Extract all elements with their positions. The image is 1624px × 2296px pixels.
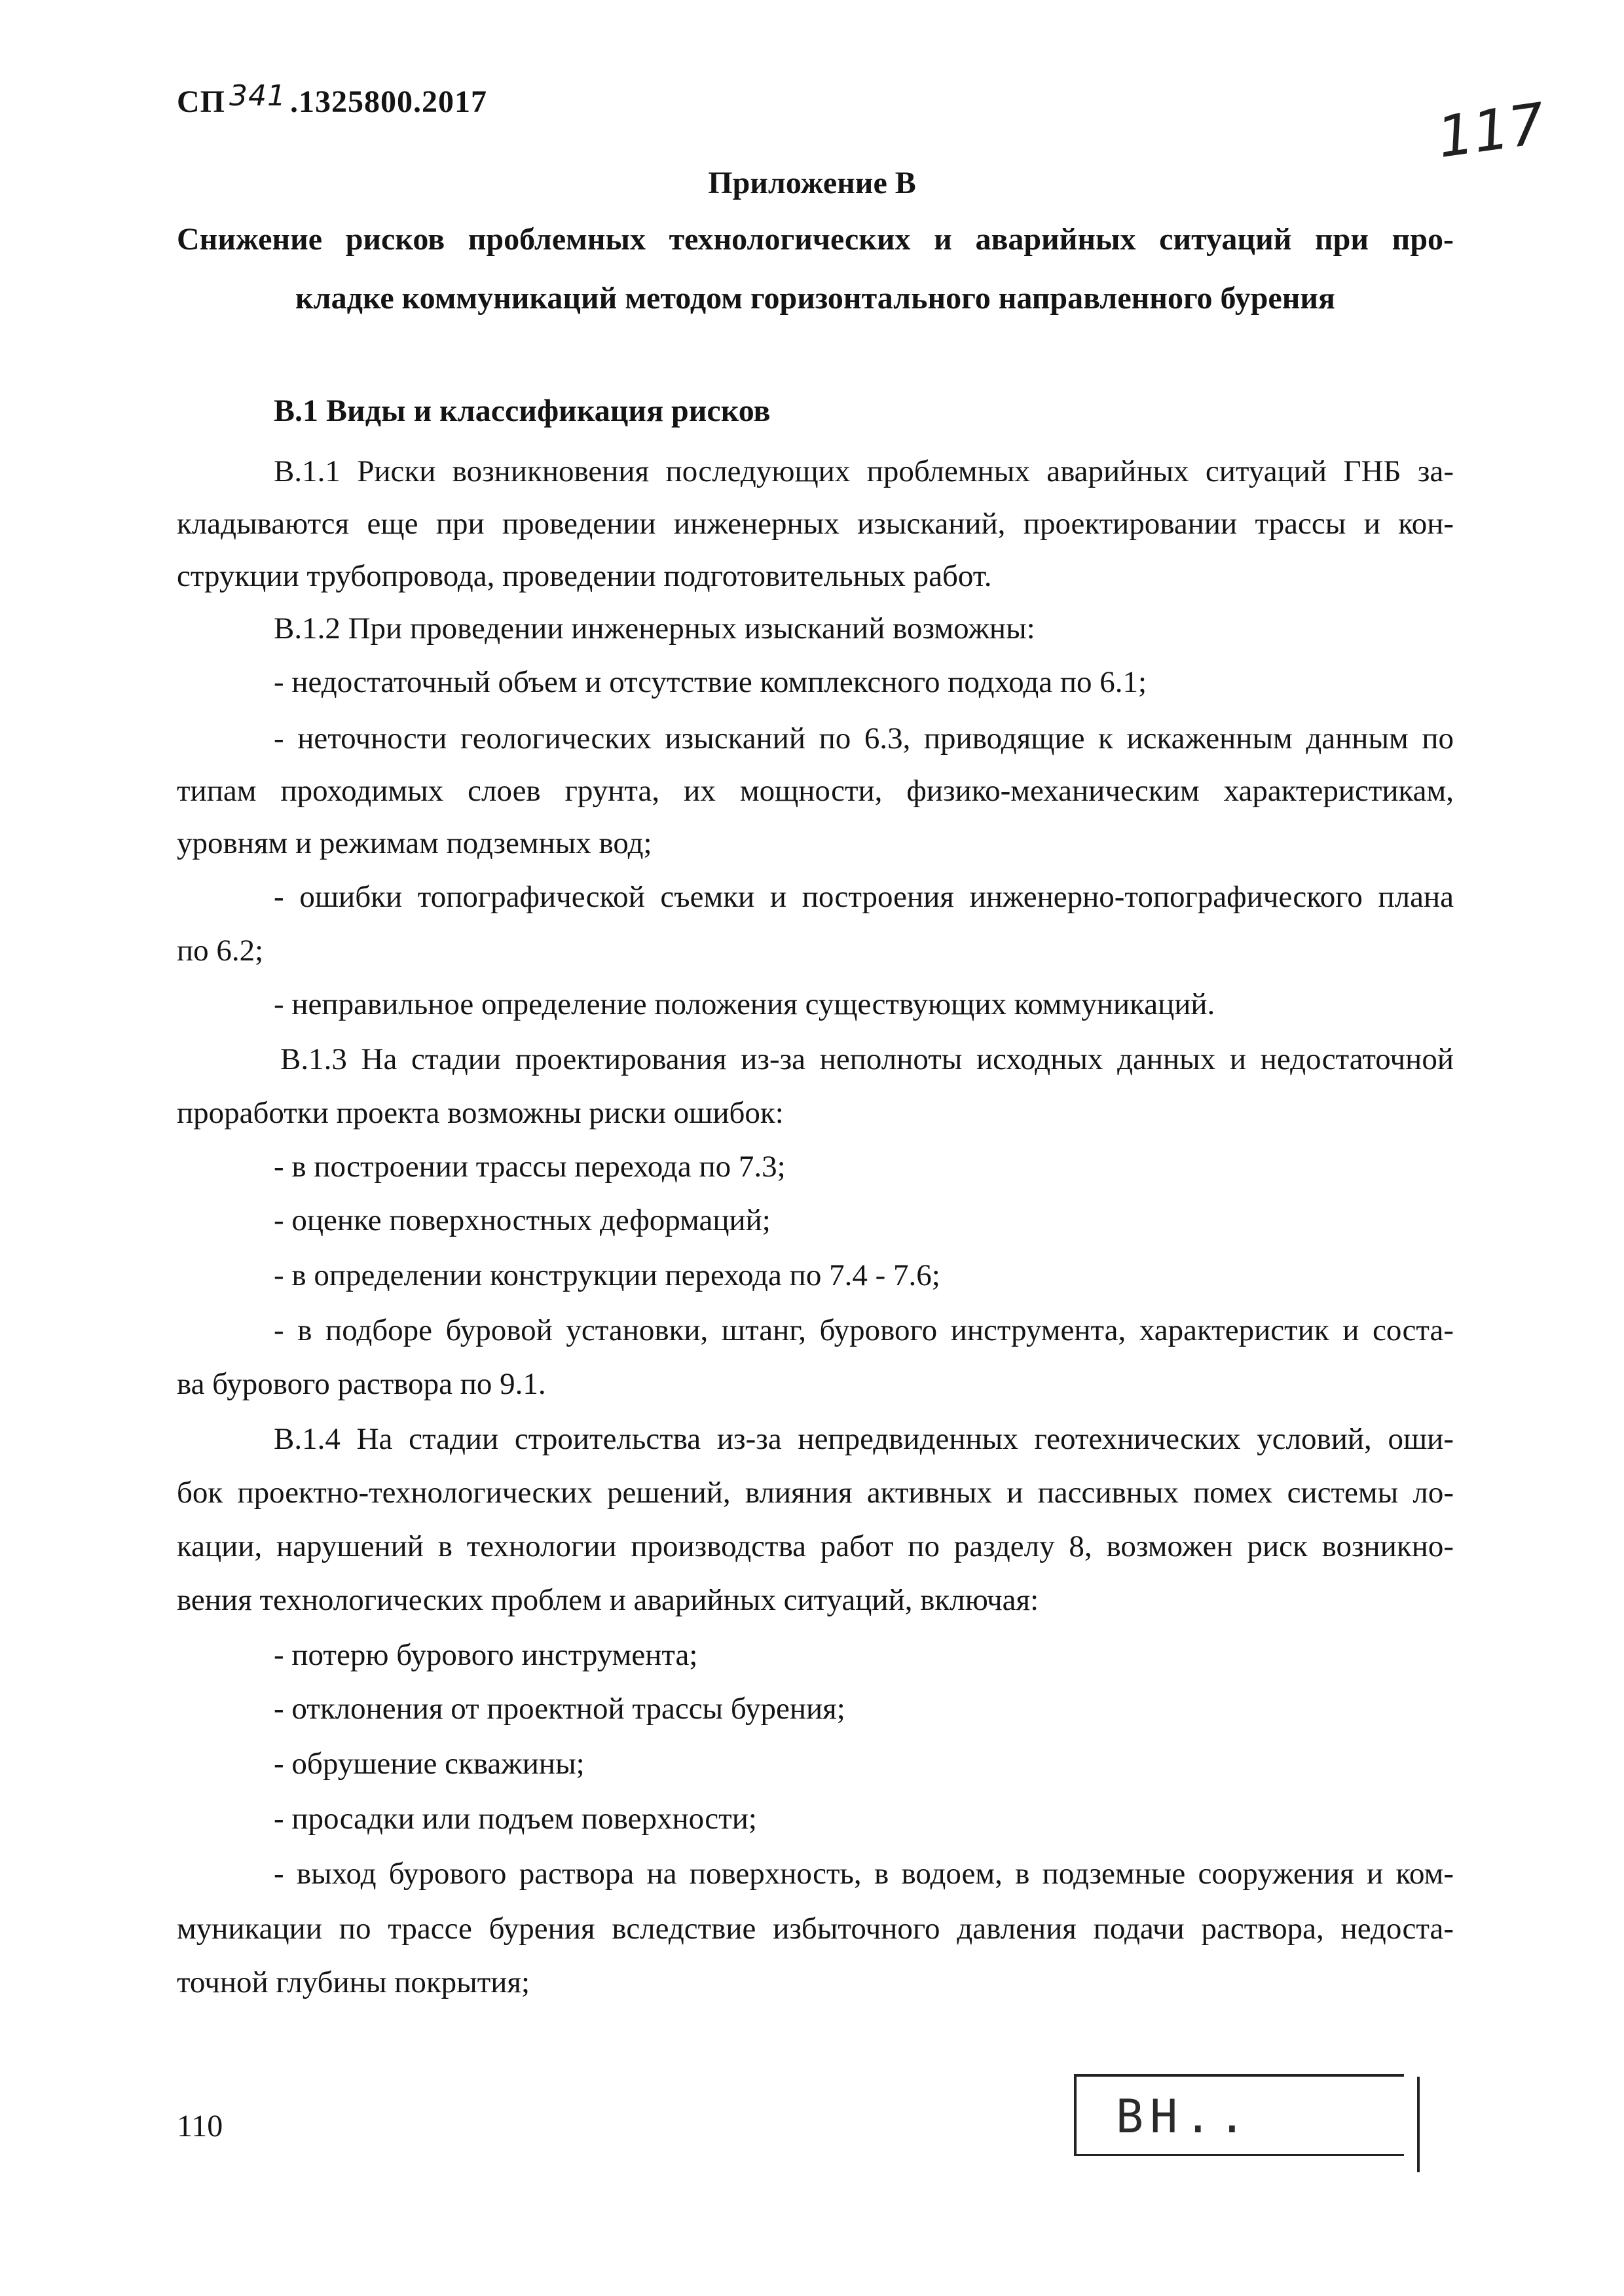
code-suffix: .1325800.2017 bbox=[289, 84, 487, 119]
body-line: - выход бурового раствора на поверхность, в водоем, в подземные сооружения и ком- bbox=[274, 1857, 1454, 1891]
handwritten-page-mark: 117 bbox=[1433, 91, 1549, 171]
body-line: ва бурового раствора по 9.1. bbox=[177, 1367, 546, 1401]
body-line: кации, нарушений в технологии производства работ по разделу 8, возможен риск возникно- bbox=[177, 1529, 1454, 1563]
body-line: - неточности геологических изысканий по 6.3, приводящие к искаженным данным по bbox=[274, 721, 1454, 756]
body-line: проработки проекта возможны риски ошибок: bbox=[177, 1096, 784, 1130]
body-line: - потерю бурового инструмента; bbox=[274, 1638, 698, 1672]
code-handwritten-number: 341 bbox=[229, 79, 286, 113]
archive-stamp bbox=[1074, 2074, 1404, 2156]
document-code bbox=[177, 79, 487, 120]
body-line: В.1.3 На стадии проектирования из-за неполноты исходных данных и недостаточной bbox=[280, 1042, 1454, 1076]
body-line: типам проходимых слоев грунта, их мощности, физико-механическим характеристикам, bbox=[177, 774, 1454, 808]
body-line: - ошибки топографической съемки и построения инженерно-топографического плана bbox=[274, 880, 1454, 914]
body-line: - просадки или подъем поверхности; bbox=[274, 1802, 757, 1836]
appendix-subtitle-line-2: кладке коммуникаций методом горизонтального направленного бурения bbox=[295, 281, 1335, 316]
body-line: В.1.1 Риски возникновения последующих проблемных аварийных ситуаций ГНБ за- bbox=[274, 454, 1454, 488]
body-line: точной глубины покрытия; bbox=[177, 1965, 530, 1999]
appendix-title: Приложение В bbox=[708, 166, 916, 200]
page-number: 110 bbox=[177, 2109, 223, 2143]
body-line: - неправильное определение положения существующих коммуникаций. bbox=[274, 987, 1215, 1021]
body-line: - отклонения от проектной трассы бурения; bbox=[274, 1692, 845, 1726]
body-line: - оценке поверхностных деформаций; bbox=[274, 1203, 771, 1237]
body-line: В.1.2 При проведении инженерных изысканий возможны: bbox=[274, 611, 1035, 646]
body-line: - недостаточный объем и отсутствие комплексного подхода по 6.1; bbox=[274, 665, 1147, 699]
section-heading: В.1 Виды и классификация рисков bbox=[274, 393, 771, 428]
stamp-text: ВН.. bbox=[1116, 2090, 1253, 2143]
body-line: по 6.2; bbox=[177, 934, 264, 968]
body-line: - в построении трассы перехода по 7.3; bbox=[274, 1150, 786, 1184]
appendix-subtitle-line-1: Снижение рисков проблемных технологических и аварийных ситуаций при про- bbox=[177, 222, 1454, 257]
body-line: - обрушение скважины; bbox=[274, 1747, 585, 1781]
body-line: кладываются еще при проведении инженерных изысканий, проектировании трассы и кон- bbox=[177, 507, 1454, 541]
body-line: муникации по трассе бурения вследствие избыточного давления подачи раствора, недоста- bbox=[177, 1912, 1454, 1946]
body-line: В.1.4 На стадии строительства из-за непредвиденных геотехнических условий, оши- bbox=[274, 1422, 1454, 1456]
body-line: уровням и режимам подземных вод; bbox=[177, 826, 652, 860]
code-prefix: СП bbox=[177, 84, 225, 119]
body-line: струкции трубопровода, проведении подготовительных работ. bbox=[177, 559, 992, 593]
body-line: - в подборе буровой установки, штанг, бурового инструмента, характеристик и соста- bbox=[274, 1313, 1454, 1347]
body-line: - в определении конструкции перехода по 7.4 - 7.6; bbox=[274, 1258, 940, 1292]
body-line: вения технологических проблем и аварийных ситуаций, включая: bbox=[177, 1583, 1039, 1617]
body-line: бок проектно-технологических решений, влияния активных и пассивных помех системы ло- bbox=[177, 1476, 1454, 1510]
